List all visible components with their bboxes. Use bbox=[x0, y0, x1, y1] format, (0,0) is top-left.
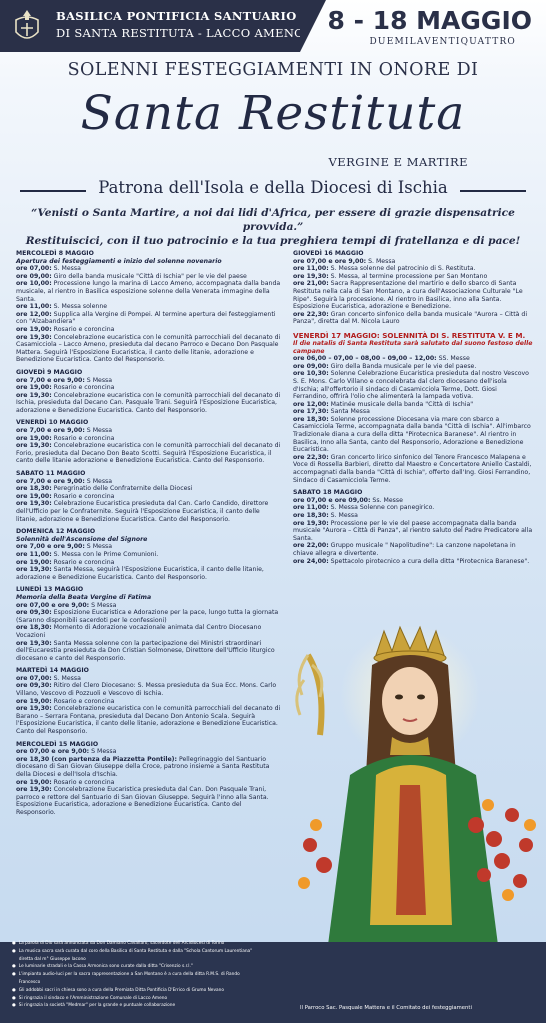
event-description: Solenne processione Diocesana via mare con sbarco a Casamicciola Terme, accompagnata dalla banda "Città di Ischia". All'imbarco Tradizionale diana a cura della ditta "Pirotecnica Baranese". Al rientro in Basilica, Inno alla Santa, canto del Responsorio, Adorazione e Benedizione Eucaristica. bbox=[293, 415, 531, 454]
event-description: Spettacolo pirotecnico a cura della ditta "Pirotecnica Baranese". bbox=[330, 557, 530, 565]
event-description: Supplica alla Vergine di Pompei. Al termine apertura dei festeggiamenti con "Alzabandiera" bbox=[16, 310, 276, 326]
event-time: ore 19,00: bbox=[16, 697, 52, 705]
schedule-event bbox=[16, 543, 281, 551]
event-time: ore 7,00 e ore 9,00: bbox=[16, 376, 85, 384]
event-description: Rosario e coroncina bbox=[53, 434, 115, 442]
footer-note-text: Le luminarie stradali e la Cassa Armonica sono curate dalla ditta "Crisenzio s.r.l." bbox=[18, 964, 193, 970]
event-description: Rosario e coroncina bbox=[53, 384, 115, 392]
schedule-event bbox=[16, 265, 281, 273]
program-day bbox=[16, 470, 281, 523]
footer-notes bbox=[12, 940, 260, 1010]
event-time: ore 07,00 e ore 9,00: bbox=[16, 748, 90, 756]
schedule-event bbox=[16, 311, 281, 326]
event-description: Gruppo musicale " Napolitudine": La canzone napoletana in chiave allegra e divertente. bbox=[293, 542, 516, 557]
program-day bbox=[16, 369, 281, 415]
event-year: DUEMILAVENTIQUATTRO bbox=[369, 37, 516, 47]
event-time: ore 18,30: bbox=[293, 512, 329, 519]
schedule-event bbox=[16, 609, 281, 617]
day-heading: GIOVEDÌ 16 MAGGIO bbox=[293, 250, 364, 257]
event-description: Rosario e coroncina bbox=[53, 325, 115, 333]
day-subtitle: Solennità dell'Ascensione del Signore bbox=[16, 535, 148, 543]
event-description: S. Messa bbox=[330, 512, 358, 519]
event-description: Pellegrinaggio del Santuario diocesano di San Giovan Giuseppe della Croce, patrono insieme a Santa Restituta della Diocesi e dell'Isola d'Ischia. bbox=[16, 755, 270, 778]
event-time: ore 19,30: bbox=[16, 442, 52, 450]
footer-note bbox=[12, 1002, 260, 1010]
event-time: ore 22,30: bbox=[293, 453, 329, 461]
footer-note bbox=[12, 987, 260, 995]
schedule-event bbox=[16, 280, 281, 303]
event-time: ore 09,00: bbox=[293, 362, 329, 370]
schedule-event bbox=[293, 258, 533, 266]
schedule-event bbox=[16, 478, 281, 486]
schedule-event bbox=[293, 370, 533, 400]
event-description: S Messa bbox=[86, 477, 113, 485]
event-time: ore 07,00: bbox=[16, 265, 52, 273]
schedule-event bbox=[16, 756, 281, 779]
event-time: ore 19,00: bbox=[16, 434, 52, 442]
event-description: Esposizione Eucaristica e Adorazione per la pace, lungo tutta la giornata bbox=[53, 609, 279, 617]
day-heading: VENERDÌ 17 MAGGIO: SOLENNITÀ DI S. RESTITUTA V. E M. bbox=[293, 330, 526, 340]
event-description: S. Messa solenne bbox=[53, 303, 108, 311]
event-description: S Messa bbox=[86, 543, 113, 551]
event-time: ore 17,30: bbox=[293, 408, 329, 416]
bullet-icon: ● bbox=[12, 964, 16, 970]
footer-note-text: L'impianto audio-luci per la sacra rappresentazione a San Montano è a cura della ditta R.M.S. di Rando Francesco bbox=[18, 972, 240, 985]
program-day bbox=[16, 741, 281, 817]
saint-name: Santa Restituta bbox=[80, 86, 466, 141]
event-time: ore 21,00: bbox=[293, 280, 329, 288]
schedule-event bbox=[293, 280, 533, 310]
event-description: Giro della banda musicale "Città di Ischia" per le vie del paese bbox=[53, 272, 247, 280]
schedule-event bbox=[16, 682, 281, 697]
schedule-event bbox=[16, 748, 281, 756]
schedule-event bbox=[16, 500, 281, 523]
event-description: Peregrinatio delle Confraternite della Diocesi bbox=[53, 485, 193, 493]
bullet-icon: ● bbox=[12, 941, 16, 946]
event-description: S. Messa, al termine processione per San Montano bbox=[330, 272, 488, 280]
event-description: Concelebrazione eucaristica con le comunità parrocchiali del decanato di Barano – Serrara Fontana, presieduta dal Decano Don Antonio Scala. Seguirà l'Esposizione Eucaristica, il canto delle litanie, adorazione e Benedizione Eucaristica. Canto del Responsorio. bbox=[16, 705, 281, 736]
event-time: ore 09,00: bbox=[16, 272, 52, 280]
footer-note bbox=[12, 995, 260, 1003]
event-description: Celebrazione Eucaristica presieduta dal Can. Carlo Candido, direttore dell'Ufficio per le Confraternite. Seguirà l'Esposizione Eucaristica, il canto delle litanie, adorazione e Benedizione Eucaristica. Canto del Responsorio. bbox=[16, 500, 269, 523]
event-description: Rosario e coroncina bbox=[53, 492, 115, 500]
event-time: ore 19,00: bbox=[16, 384, 52, 392]
footer-note bbox=[12, 971, 260, 987]
schedule-event bbox=[293, 408, 533, 416]
patrona-heading: Patrona dell'Isola e della Diocesi di Ischia bbox=[98, 178, 448, 197]
schedule-event bbox=[16, 427, 281, 435]
event-description: S Messa bbox=[86, 427, 113, 435]
event-description: Gran concerto lirico sinfonico del Tenore Francesco Malapena e Voce di Rossella Barbieri, diretto dal Maestro e Concertatore Aniello Castaldi, accompagnati dalla banda "Città di Ischia", offerto dall'Ing. Giosi Ferrandino, Sindaco di Casamicciola Terme. bbox=[293, 453, 532, 484]
event-time: ore 11,00: bbox=[16, 550, 52, 558]
event-time: ore 07,00: bbox=[16, 674, 52, 682]
event-description: Ritiro del Clero Diocesano: S. Messa presieduta da Sua Ecc. Mons. Carlo Villano, Vescovo di Pozzuoli e Vescovo di Ischia. bbox=[16, 682, 277, 698]
event-description: Rosario e coroncina bbox=[53, 697, 115, 705]
footer-note-text: La musica sacra sarà curata dal coro della Basilica di Santa Restituta e dalla "Schola Cantorum Laurentiana" diretta dal m° Giuseppe Iacono bbox=[18, 948, 253, 962]
event-time: ore 18,30: bbox=[16, 624, 52, 632]
event-time: ore 19,00: bbox=[16, 492, 52, 500]
footer-note bbox=[12, 963, 260, 971]
header-banner bbox=[0, 0, 304, 52]
event-time: ore 19,30: bbox=[16, 786, 52, 794]
footer-note bbox=[12, 948, 260, 964]
bullet-icon: ● bbox=[12, 972, 16, 978]
event-description: S. Messa Solenne con panegirico. bbox=[330, 504, 435, 512]
event-time: ore 7,00 e ore 9,00: bbox=[16, 427, 85, 435]
prayer-quote-line1: “Venisti o Santa Martire, a noi dai lidi d'Africa, per essere di grazie dispensatrice provvida.” bbox=[31, 207, 515, 233]
event-description: Santa Messa bbox=[330, 408, 370, 416]
event-time: ore 19,30: bbox=[16, 500, 52, 508]
prayer-quote bbox=[14, 206, 532, 248]
program-day bbox=[293, 331, 533, 484]
event-time: ore 09,30: bbox=[16, 609, 52, 617]
program-day bbox=[16, 250, 281, 364]
event-time: ore 07,00 e ore 9,00: bbox=[293, 257, 367, 265]
schedule-event bbox=[16, 640, 281, 663]
day-subtitle: Apertura dei festeggiamenti e inizio del solenne novenario bbox=[16, 257, 222, 265]
schedule-event bbox=[293, 416, 533, 454]
event-time: ore 07,00 e ore 09,00: bbox=[293, 496, 371, 504]
schedule-event bbox=[293, 363, 533, 371]
event-time: ore 18,30: bbox=[16, 485, 52, 493]
event-time: ore 12,00: bbox=[16, 310, 52, 318]
bullet-icon: ● bbox=[12, 948, 16, 954]
event-time: ore 06,00 – 07,00 – 08,00 – 09,00 – 12,00: bbox=[293, 355, 437, 363]
schedule-event bbox=[293, 542, 533, 557]
event-time: ore 10,00: bbox=[16, 280, 52, 288]
event-time: ore 18,30 (con partenza da Piazzetta Pontile): bbox=[16, 755, 177, 763]
event-description: Concelebrazione eucaristica con le comunità parrocchiali del decanato di Ischia, presieduta dal Decano Can. Pasquale Trani. Seguirà l'Esposizione Eucaristica, adorazione e Benedizione Eucaristica. Canto del Responsorio. bbox=[16, 391, 281, 414]
event-time: ore 19,00: bbox=[16, 778, 52, 786]
schedule-event bbox=[293, 454, 533, 484]
event-description: (Saranno disponibili sacerdoti per le confessioni) bbox=[16, 616, 167, 624]
event-time: ore 19,30: bbox=[293, 519, 329, 527]
schedule-event bbox=[16, 392, 281, 415]
event-description: Santa Messa solenne con la partecipazione dei Ministri straordinari dell'Eucarestia presieduta da Don Cristian Solmonese, Direttore dell'Ufficio liturgico diocesano e canto del Responsorio. bbox=[16, 639, 275, 662]
event-time: ore 12,00: bbox=[293, 400, 329, 408]
event-description: Gran concerto sinfonico della banda musicale "Aurora – Città di Panza", diretta dal M. Nicola Lauro bbox=[293, 310, 528, 326]
event-description: Rosario e coroncina bbox=[53, 778, 115, 786]
day-heading: MERCOLEDÌ 8 MAGGIO bbox=[16, 250, 94, 257]
event-time: ore 11,00: bbox=[293, 504, 329, 512]
schedule-event bbox=[293, 497, 533, 505]
footer-signature: Il Parroco Sac. Pasquale Mattera e il Comitato dei festeggiamenti bbox=[300, 1005, 472, 1011]
schedule-event bbox=[16, 602, 281, 610]
day-subtitle: Il dìe natalis di Santa Restituta sarà salutato dal suono festoso delle campane bbox=[293, 339, 533, 355]
event-description: SS. Messe bbox=[438, 355, 470, 363]
schedule-event bbox=[293, 401, 533, 409]
prayer-quote-line2: Restituiscici, con il tuo patrocinio e la tua preghiera tempi di fratellanza e di pace! bbox=[25, 235, 521, 247]
schedule-event bbox=[16, 273, 281, 281]
event-time: ore 19,30: bbox=[293, 272, 329, 280]
schedule-event bbox=[16, 786, 281, 816]
event-description: Giro della Banda musicale per le vie del paese. bbox=[330, 362, 477, 370]
event-description: Solenne Celebrazione Eucaristica presieduta dal nostro Vescovo S. E. Mons. Carlo Villano e concelebrata dal clero diocesano dell'isola d'Ischia; all'offertorio il sindaco di Casamicciola Terme, Dott. Giosi Ferrandino, offrirà l'olio che alimenterà la lampada votiva. bbox=[293, 370, 529, 401]
event-description: Sacra Rappresentazione del martirio e dello sbarco di Santa Restituta nella cala di San Montano, a cura dell'Associazione Culturale "Le Ripe". Seguirà la processione. Al rientro in Basilica, inno alla Santa. Esposizione Eucaristica, adorazione e Benedizione. bbox=[293, 280, 523, 311]
basilica-location: DI SANTA RESTITUTA - LACCO AMENO bbox=[56, 26, 304, 40]
divider-right bbox=[460, 190, 526, 192]
event-description: Momento di Adorazione vocazionale animata dal Centro Diocesano Vocazioni bbox=[16, 624, 262, 639]
footer-note-text: La parola di Dio sarà annunciata da Don Damiano Cavallaro, sacerdote dell'Arcidiocesi di Torino bbox=[18, 941, 225, 946]
footer-note-text: Gli addobbi sacri in chiesa sono a cura della Premiata Ditta Pontificia D'Errico di Grumo Nevano bbox=[18, 987, 224, 993]
basilica-crest-icon bbox=[10, 8, 44, 44]
event-time: ore 22,30: bbox=[293, 310, 329, 318]
event-description: Concelebrazione Eucaristica presieduta dal Can. Don Pasquale Trani, parroco e rettore del Santuario di San Giovan Giuseppe. Seguirà l'inno alla Santa. Esposizione Eucaristica, adorazione e Benedizione Eucaristica. Canto del Responsorio. bbox=[16, 786, 269, 816]
schedule-event bbox=[293, 355, 533, 363]
event-time: ore 19,00: bbox=[16, 325, 52, 333]
event-description: Ss. Messe bbox=[372, 496, 403, 504]
schedule-event bbox=[293, 311, 533, 326]
schedule-event bbox=[293, 512, 533, 520]
event-time: ore 24,00: bbox=[293, 557, 329, 565]
schedule-event bbox=[16, 617, 281, 625]
event-time: ore 19,00: bbox=[16, 558, 52, 566]
event-time: ore 18,30: bbox=[293, 415, 329, 423]
event-description: S. Messa bbox=[53, 674, 81, 682]
event-time: ore 19,30: bbox=[16, 333, 52, 341]
schedule-event bbox=[16, 384, 281, 392]
event-description: Processione lungo la marina di Lacco Ameno, accompagnata dalla banda musicale, al rientro in Basilica esposizione solenne della Venerata immagine della Santa. bbox=[16, 280, 281, 303]
event-time: ore 09,30: bbox=[16, 682, 52, 690]
event-time: ore 19,30: bbox=[16, 391, 52, 399]
event-description: Rosario e coroncina bbox=[53, 558, 115, 566]
schedule-event bbox=[16, 779, 281, 787]
event-time: ore 19,30: bbox=[16, 566, 52, 574]
event-description: S. Messa solenne del patrocinio di S. Restituta. bbox=[330, 265, 476, 273]
schedule-event bbox=[293, 265, 533, 273]
program-day bbox=[293, 250, 533, 326]
day-heading: SABATO 11 MAGGIO bbox=[16, 470, 86, 478]
schedule-event bbox=[16, 303, 281, 311]
event-description: S. Messa bbox=[368, 257, 396, 265]
schedule-event bbox=[293, 558, 533, 566]
program-day bbox=[16, 586, 281, 662]
footer-note bbox=[12, 940, 260, 948]
event-dates: 8 - 18 MAGGIO bbox=[327, 6, 532, 35]
saint-tagline: VERGINE E MARTIRE bbox=[328, 155, 468, 169]
program-left-column bbox=[16, 250, 281, 822]
schedule-event bbox=[16, 334, 281, 364]
event-time: ore 22,00: bbox=[293, 542, 329, 550]
schedule-event bbox=[16, 493, 281, 501]
day-heading: MERCOLEDÌ 15 MAGGIO bbox=[16, 740, 99, 748]
title-subtitle: SOLENNI FESTEGGIAMENTI IN ONORE DI bbox=[67, 60, 479, 80]
event-description: S Messa bbox=[86, 376, 113, 384]
day-heading: DOMENICA 12 MAGGIO bbox=[16, 528, 96, 536]
schedule-event bbox=[16, 551, 281, 559]
event-time: ore 19,30: bbox=[16, 639, 52, 647]
schedule-event bbox=[16, 377, 281, 385]
program-day bbox=[16, 667, 281, 735]
event-time: ore 11,00: bbox=[16, 303, 52, 311]
event-description: Matinée musicale della banda "Città di Ischia" bbox=[330, 400, 474, 408]
event-time: ore 7,00 e ore 9,00: bbox=[16, 477, 85, 485]
schedule-event bbox=[16, 675, 281, 683]
program-right-column bbox=[293, 250, 533, 570]
schedule-event bbox=[16, 485, 281, 493]
day-heading: VENERDÌ 10 MAGGIO bbox=[16, 419, 89, 427]
schedule-event bbox=[293, 273, 533, 281]
day-heading: GIOVEDÌ 9 MAGGIO bbox=[16, 368, 83, 376]
program-day bbox=[16, 528, 281, 581]
event-time: ore 7,00 e ore 9,00: bbox=[16, 543, 85, 551]
bullet-icon: ● bbox=[12, 995, 16, 1001]
schedule-event bbox=[16, 442, 281, 465]
bullet-icon: ● bbox=[12, 1003, 16, 1009]
event-time: ore 11,00: bbox=[293, 265, 329, 273]
schedule-event bbox=[16, 624, 281, 639]
schedule-event bbox=[16, 566, 281, 581]
event-description: S Messa bbox=[91, 748, 117, 756]
schedule-event bbox=[16, 705, 281, 735]
footer-note-text: Si ringrazia la società "Medmar" per la grande e puntuale collaborazione bbox=[18, 1003, 176, 1009]
bullet-icon: ● bbox=[12, 987, 16, 993]
day-heading: LUNEDÌ 13 MAGGIO bbox=[16, 586, 84, 594]
event-description: Concelebrazione eucaristica con le comunità parrocchiali del decanato di Forio, presieduta dal Decano Don Beato Scotti. Seguirà l'Esposizione Eucaristica, il canto delle litanie adorazione e Benedizione Eucaristica. Canto del Responsorio. bbox=[16, 442, 281, 465]
event-description: Concelebrazione eucaristica con le comunità parrocchiali del decanato di Casamicciola – Lacco Ameno, presieduta dal decano Parroco e Decano Don Pasquale Mattera. Seguirà l'Esposizione Eucaristica, il canto delle litanie, adorazione e Benedizione Eucaristica. Canto del Responsorio. bbox=[16, 333, 281, 364]
event-time: ore 10,30: bbox=[293, 370, 329, 378]
schedule-event bbox=[293, 520, 533, 543]
day-heading: SABATO 18 MAGGIO bbox=[293, 489, 363, 497]
event-description: Processione per le vie del paese accompagnata dalla banda musicale "Aurora – Città di Panza", al rientro saluto del Padre Predicatore alla Santa. bbox=[293, 519, 533, 542]
program-day bbox=[16, 419, 281, 465]
day-subtitle: Memoria della Beata Vergine di Fatima bbox=[16, 593, 152, 601]
footer-note-text: Si ringrazia il sindaco e l'Amministrazione Comunale di Lacco Ameno bbox=[18, 995, 168, 1001]
basilica-name: BASILICA PONTIFICIA SANTUARIO bbox=[56, 9, 297, 23]
event-description: Santa Messa, seguirà l'Esposizione Eucaristica, il canto delle litanie, adorazione e Benedizione Eucaristica. Canto del Responsorio. bbox=[16, 566, 264, 581]
schedule-event bbox=[293, 504, 533, 512]
event-description: S Messa bbox=[91, 601, 117, 609]
program-day bbox=[293, 489, 533, 565]
event-time: ore 19,30: bbox=[16, 705, 52, 713]
day-heading: MARTEDÌ 14 MAGGIO bbox=[16, 667, 89, 675]
event-description: S. Messa bbox=[53, 265, 81, 273]
event-time: ore 07,00 e ore 9,00: bbox=[16, 601, 90, 609]
event-description: S. Messa con le Prime Comunioni. bbox=[53, 550, 159, 558]
schedule-event bbox=[16, 326, 281, 334]
